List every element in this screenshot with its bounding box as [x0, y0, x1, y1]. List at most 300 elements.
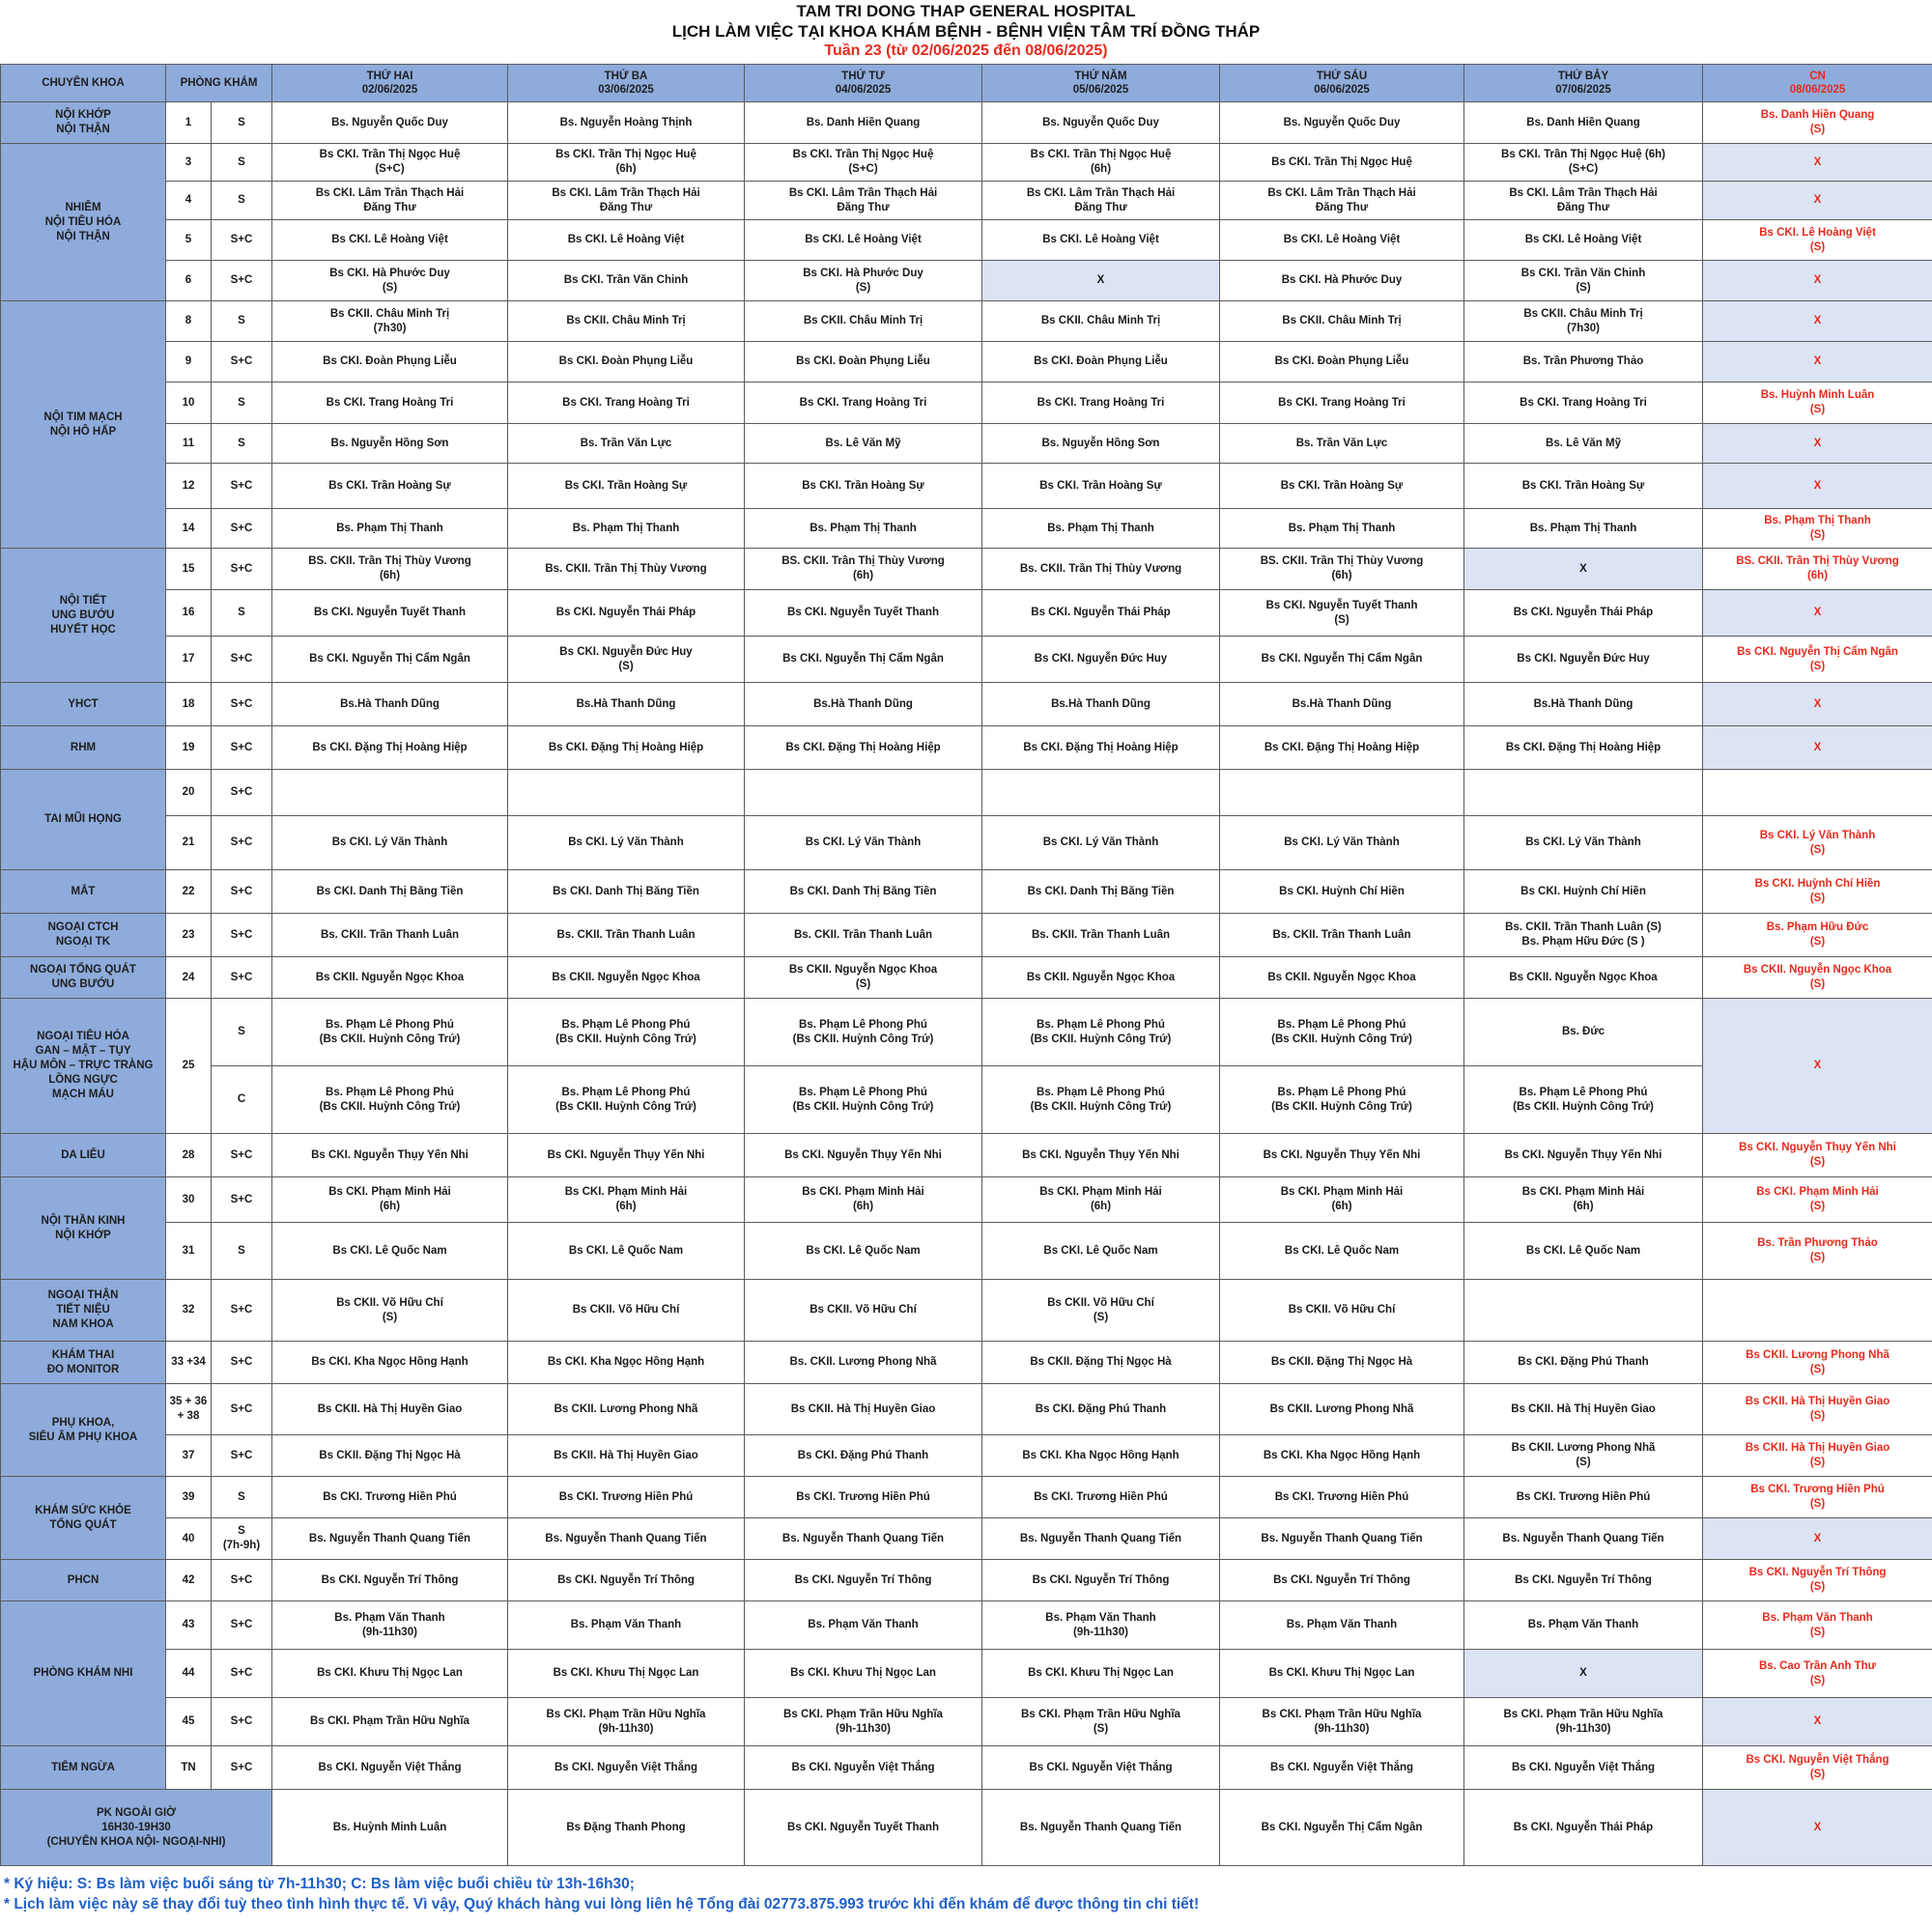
- schedule-cell: Bs CKI. Đặng Thị Hoàng Hiệp: [1220, 726, 1464, 770]
- shift-cell: S+C: [212, 1560, 272, 1601]
- room-cell: 42: [166, 1560, 212, 1601]
- schedule-cell: Bs. Phạm Văn Thanh (S): [1703, 1601, 1932, 1650]
- schedule-cell: Bs CKI. Phạm Trần Hữu Nghĩa (9h-11h30): [1464, 1698, 1703, 1746]
- hospital-name: TAM TRI DONG THAP GENERAL HOSPITAL: [796, 2, 1136, 20]
- schedule-cell: Bs. CKII. Trần Thanh Luân: [982, 914, 1220, 957]
- schedule-cell: Bs CKI. Nguyễn Thái Pháp: [1464, 590, 1703, 637]
- schedule-cell: Bs CKI. Đoàn Phụng Liễu: [982, 342, 1220, 382]
- room-cell: 3: [166, 144, 212, 182]
- schedule-cell: Bs CKI. Nguyễn Trí Thông: [745, 1560, 982, 1601]
- schedule-cell: Bs CKI. Trang Hoàng Tri: [272, 382, 508, 424]
- schedule-cell: Bs CKI. Nguyễn Thái Pháp: [508, 590, 745, 637]
- schedule-cell: Bs. CKII. Trần Thanh Luân: [745, 914, 982, 957]
- schedule-cell: Bs. CKII. Trần Thị Thùy Vương: [508, 549, 745, 590]
- schedule-cell: Bs CKI. Trang Hoàng Tri: [508, 382, 745, 424]
- schedule-cell: Bs CKI. Nguyễn Đức Huy: [982, 637, 1220, 683]
- department-cell: NỘI KHỚP NỘI THẬN: [1, 102, 166, 144]
- schedule-title: LỊCH LÀM VIỆC TẠI KHOA KHÁM BỆNH - BỆNH VIỆN TÂM TRÍ ĐỒNG THÁP: [671, 22, 1261, 41]
- schedule-cell: Bs CKI. Trần Hoàng Sự: [272, 464, 508, 509]
- schedule-cell: Bs. Phạm Lê Phong Phú (Bs CKII. Huỳnh Công Trứ): [272, 1066, 508, 1134]
- schedule-cell: Bs CKI. Nguyễn Tuyết Thanh: [745, 590, 982, 637]
- schedule-cell: Bs. Nguyễn Quốc Duy: [1220, 102, 1464, 144]
- schedule-cell: Bs CKII. Lương Phong Nhã (S): [1703, 1342, 1932, 1384]
- schedule-cell: Bs CKI. Huỳnh Chí Hiền (S): [1703, 870, 1932, 914]
- room-cell: 14: [166, 509, 212, 549]
- room-cell: 39: [166, 1477, 212, 1518]
- schedule-cell: Bs CKI. Nguyễn Thụy Yến Nhi (S): [1703, 1134, 1932, 1177]
- schedule-cell: X: [1703, 301, 1932, 342]
- schedule-cell: Bs CKI. Huỳnh Chí Hiền: [1220, 870, 1464, 914]
- schedule-cell: Bs. Phạm Thị Thanh: [982, 509, 1220, 549]
- table-row: [1, 424, 1932, 464]
- schedule-cell: Bs. CKII. Trần Thanh Luân: [508, 914, 745, 957]
- day-name: THỨ NĂM: [1074, 71, 1127, 82]
- schedule-cell: Bs CKI. Đoàn Phụng Liễu: [272, 342, 508, 382]
- schedule-cell: Bs CKI. Trang Hoàng Tri: [982, 382, 1220, 424]
- schedule-cell: Bs CKI. Đặng Phú Thanh: [982, 1384, 1220, 1435]
- schedule-cell: BS. CKII. Trần Thị Thùy Vương (6h): [1220, 549, 1464, 590]
- table-row: [1, 1177, 1932, 1223]
- department-cell: NGOẠI THẬN TIẾT NIỆU NAM KHOA: [1, 1280, 166, 1342]
- schedule-cell: Bs CKI. Nguyễn Thị Cẩm Ngân: [745, 637, 982, 683]
- schedule-cell: Bs CKI. Nguyễn Thị Cẩm Ngân: [1220, 637, 1464, 683]
- table-row: [1, 342, 1932, 382]
- schedule-cell: Bs CKI. Đặng Thị Hoàng Hiệp: [745, 726, 982, 770]
- room-cell: 30: [166, 1177, 212, 1223]
- schedule-cell: Bs CKI. Trang Hoàng Tri: [1464, 382, 1703, 424]
- schedule-cell: X: [1703, 144, 1932, 182]
- schedule-cell: Bs CKI. Trần Thị Ngọc Huệ (S+C): [272, 144, 508, 182]
- schedule-cell: Bs CKI. Danh Thị Băng Tiền: [982, 870, 1220, 914]
- table-row: [1, 1223, 1932, 1280]
- schedule-cell: Bs. Phạm Thị Thanh (S): [1703, 509, 1932, 549]
- schedule-cell: Bs. Phạm Lê Phong Phú (Bs CKII. Huỳnh Công Trứ): [982, 999, 1220, 1066]
- schedule-cell: Bs. Phạm Thị Thanh: [508, 509, 745, 549]
- schedule-cell: Bs CKI. Phạm Minh Hải (S): [1703, 1177, 1932, 1223]
- schedule-cell: Bs CKI. Trang Hoàng Tri: [745, 382, 982, 424]
- schedule-cell: Bs. Huỳnh Minh Luân: [272, 1790, 508, 1866]
- schedule-cell: Bs CKI. Đặng Thị Hoàng Hiệp: [272, 726, 508, 770]
- schedule-cell: X: [1464, 549, 1703, 590]
- room-cell: 18: [166, 683, 212, 726]
- schedule-cell: [1703, 1280, 1932, 1342]
- day-date: 02/06/2025: [361, 84, 418, 96]
- room-cell: 33 +34: [166, 1342, 212, 1384]
- schedule-cell: Bs. Trần Phương Thảo (S): [1703, 1223, 1932, 1280]
- schedule-cell: X: [1703, 261, 1932, 301]
- day-date: 04/06/2025: [835, 84, 892, 96]
- shift-cell: S: [212, 102, 272, 144]
- department-cell: KHÁM THAI ĐO MONITOR: [1, 1342, 166, 1384]
- schedule-cell: Bs CKI. Lê Hoàng Việt: [508, 220, 745, 261]
- schedule-cell: Bs CKII. Hà Thị Huyền Giao (S): [1703, 1384, 1932, 1435]
- table-row: [1, 549, 1932, 590]
- table-row: [1, 1601, 1932, 1650]
- schedule-cell: Bs. Phạm Thị Thanh: [1464, 509, 1703, 549]
- schedule-cell: Bs CKI. Lý Văn Thành: [272, 816, 508, 870]
- schedule-cell: Bs CKI. Nguyễn Đức Huy: [1464, 637, 1703, 683]
- col-room-header: PHÒNG KHÁM: [166, 65, 272, 102]
- room-cell: 21: [166, 816, 212, 870]
- shift-cell: S: [212, 382, 272, 424]
- schedule-cell: Bs CKII. Châu Minh Trị (7h30): [272, 301, 508, 342]
- schedule-cell: Bs CKI. Phạm Trần Hữu Nghĩa (9h-11h30): [745, 1698, 982, 1746]
- schedule-cell: Bs. Cao Trần Anh Thư (S): [1703, 1650, 1932, 1698]
- schedule-cell: Bs. Danh Hiền Quang: [745, 102, 982, 144]
- schedule-cell: [1220, 770, 1464, 816]
- department-cell: NỘI TIM MẠCH NỘI HÔ HẤP: [1, 301, 166, 549]
- room-cell: 10: [166, 382, 212, 424]
- schedule-cell: Bs CKI. Trương Hiền Phú: [982, 1477, 1220, 1518]
- schedule-cell: Bs CKI. Trần Hoàng Sự: [745, 464, 982, 509]
- day-header-1: [508, 65, 745, 102]
- room-cell: 16: [166, 590, 212, 637]
- schedule-cell: Bs. Đức: [1464, 999, 1703, 1066]
- schedule-cell: Bs CKII. Đặng Thị Ngọc Hà: [1220, 1342, 1464, 1384]
- schedule-cell: Bs. Nguyễn Thanh Quang Tiến: [745, 1518, 982, 1560]
- schedule-cell: Bs CKI. Phạm Trần Hữu Nghĩa: [272, 1698, 508, 1746]
- schedule-cell: Bs. Phạm Lê Phong Phú (Bs CKII. Huỳnh Công Trứ): [745, 1066, 982, 1134]
- table-row: [1, 1066, 1932, 1134]
- schedule-cell: Bs CKII. Võ Hữu Chí (S): [272, 1280, 508, 1342]
- schedule-cell: Bs CKI. Trần Thị Ngọc Huệ: [1220, 144, 1464, 182]
- schedule-cell: Bs CKI. Nguyễn Thị Cẩm Ngân: [1220, 1790, 1464, 1866]
- schedule-cell: BS. CKII. Trần Thị Thùy Vương (6h): [1703, 549, 1932, 590]
- table-row: [1, 1134, 1932, 1177]
- page-header: [0, 0, 1932, 64]
- schedule-cell: [1703, 770, 1932, 816]
- room-cell: 25: [166, 999, 212, 1134]
- schedule-cell: Bs CKII. Võ Hữu Chí: [508, 1280, 745, 1342]
- schedule-cell: Bs. Phạm Lê Phong Phú (Bs CKII. Huỳnh Công Trứ): [508, 999, 745, 1066]
- schedule-cell: Bs. Nguyễn Thanh Quang Tiến: [1464, 1518, 1703, 1560]
- schedule-cell: Bs CKII. Lương Phong Nhã (S): [1464, 1435, 1703, 1477]
- shift-cell: S+C: [212, 770, 272, 816]
- schedule-cell: Bs. Nguyễn Thanh Quang Tiến: [508, 1518, 745, 1560]
- legend-note: * Ký hiệu: S: Bs làm việc buổi sáng từ 7h-11h30; C: Bs làm việc buổi chiều từ 13h-16h30;: [4, 1876, 635, 1892]
- shift-cell: S+C: [212, 1435, 272, 1477]
- department-cell: YHCT: [1, 683, 166, 726]
- schedule-cell: X: [1703, 424, 1932, 464]
- schedule-cell: Bs. Nguyễn Thanh Quang Tiến: [272, 1518, 508, 1560]
- schedule-cell: Bs CKI. Trương Hiền Phú (S): [1703, 1477, 1932, 1518]
- schedule-cell: Bs CKI. Trần Hoàng Sự: [982, 464, 1220, 509]
- schedule-cell: Bs CKII. Hà Thị Huyền Giao: [272, 1384, 508, 1435]
- schedule-cell: Bs CKII. Châu Minh Trị: [982, 301, 1220, 342]
- schedule-cell: Bs CKI. Danh Thị Băng Tiền: [508, 870, 745, 914]
- schedule-cell: Bs. Nguyễn Thanh Quang Tiến: [982, 1518, 1220, 1560]
- schedule-cell: Bs CKI. Lê Quốc Nam: [1464, 1223, 1703, 1280]
- shift-cell: S+C: [212, 1650, 272, 1698]
- schedule-cell: Bs CKI. Trần Hoàng Sự: [1220, 464, 1464, 509]
- department-cell: PHÒNG KHÁM NHI: [1, 1601, 166, 1746]
- schedule-cell: Bs CKI. Lâm Trần Thạch Hải Đăng Thư: [272, 182, 508, 220]
- shift-cell: S+C: [212, 637, 272, 683]
- schedule-cell: Bs. CKII. Trần Thanh Luân: [272, 914, 508, 957]
- schedule-cell: Bs. Phạm Lê Phong Phú (Bs CKII. Huỳnh Công Trứ): [272, 999, 508, 1066]
- schedule-cell: Bs CKI. Khưu Thị Ngọc Lan: [745, 1650, 982, 1698]
- shift-cell: S+C: [212, 1280, 272, 1342]
- day-header-2: [745, 65, 982, 102]
- schedule-cell: Bs CKI. Nguyễn Thụy Yến Nhi: [272, 1134, 508, 1177]
- department-cell: TIÊM NGỪA: [1, 1746, 166, 1790]
- table-row: [1, 1384, 1932, 1435]
- schedule-cell: Bs CKI. Nguyễn Thị Cẩm Ngân (S): [1703, 637, 1932, 683]
- department-cell: DA LIỄU: [1, 1134, 166, 1177]
- schedule-cell: Bs CKI. Trương Hiền Phú: [272, 1477, 508, 1518]
- schedule-cell: Bs. Nguyễn Quốc Duy: [982, 102, 1220, 144]
- schedule-cell: Bs CKII. Nguyễn Ngọc Khoa (S): [745, 957, 982, 999]
- table-row: [1, 144, 1932, 182]
- schedule-cell: [982, 770, 1220, 816]
- col-dept-header: CHUYÊN KHOA: [1, 65, 166, 102]
- schedule-cell: X: [1703, 342, 1932, 382]
- day-name: CN: [1809, 71, 1826, 82]
- schedule-cell: Bs CKI. Nguyễn Việt Thắng: [1220, 1746, 1464, 1790]
- table-row: [1, 1790, 1932, 1866]
- room-cell: 44: [166, 1650, 212, 1698]
- schedule-cell: Bs CKI. Lý Văn Thành (S): [1703, 816, 1932, 870]
- schedule-cell: Bs CKI. Phạm Minh Hải (6h): [1464, 1177, 1703, 1223]
- day-header-4: [1220, 65, 1464, 102]
- table-row: [1, 1698, 1932, 1746]
- shift-cell: S+C: [212, 683, 272, 726]
- schedule-cell: Bs CKII. Châu Minh Trị (7h30): [1464, 301, 1703, 342]
- schedule-cell: Bs CKII. Châu Minh Trị: [508, 301, 745, 342]
- schedule-cell: Bs CKI. Trần Văn Chinh: [508, 261, 745, 301]
- department-cell: NỘI THẦN KINH NỘI KHỚP: [1, 1177, 166, 1280]
- room-cell: 20: [166, 770, 212, 816]
- day-name: THỨ SÁU: [1316, 71, 1368, 82]
- shift-cell: S+C: [212, 914, 272, 957]
- schedule-cell: Bs CKI. Lê Quốc Nam: [982, 1223, 1220, 1280]
- department-cell: NGOẠI TỔNG QUÁT UNG BƯỚU: [1, 957, 166, 999]
- room-cell: 28: [166, 1134, 212, 1177]
- day-name: THỨ BA: [604, 71, 648, 82]
- schedule-cell: Bs CKI. Nguyễn Tuyết Thanh (S): [1220, 590, 1464, 637]
- room-cell: 37: [166, 1435, 212, 1477]
- schedule-cell: Bs.Hà Thanh Dũng: [745, 683, 982, 726]
- schedule-cell: Bs CKI. Lê Quốc Nam: [1220, 1223, 1464, 1280]
- table-row: [1, 382, 1932, 424]
- schedule-cell: Bs CKI. Lý Văn Thành: [508, 816, 745, 870]
- table-row: [1, 1518, 1932, 1560]
- schedule-cell: Bs CKI. Nguyễn Việt Thắng: [982, 1746, 1220, 1790]
- table-row: [1, 102, 1932, 144]
- schedule-cell: Bs CKI. Lâm Trần Thạch Hải Đăng Thư: [1220, 182, 1464, 220]
- schedule-cell: Bs CKII. Lương Phong Nhã: [1220, 1384, 1464, 1435]
- schedule-cell: Bs. Nguyễn Thanh Quang Tiến: [1220, 1518, 1464, 1560]
- schedule-cell: Bs CKI. Đặng Thị Hoàng Hiệp: [982, 726, 1220, 770]
- schedule-cell: Bs CKI. Khưu Thị Ngọc Lan: [1220, 1650, 1464, 1698]
- schedule-cell: Bs. Danh Hiền Quang (S): [1703, 102, 1932, 144]
- schedule-cell: Bs CKII. Đặng Thị Ngọc Hà: [272, 1435, 508, 1477]
- schedule-cell: Bs. Trần Phương Thảo: [1464, 342, 1703, 382]
- schedule-cell: Bs. Phạm Văn Thanh: [1220, 1601, 1464, 1650]
- table-row: [1, 637, 1932, 683]
- shift-cell: S+C: [212, 1134, 272, 1177]
- schedule-cell: Bs CKI. Trang Hoàng Tri: [1220, 382, 1464, 424]
- table-row: [1, 464, 1932, 509]
- schedule-cell: Bs. Nguyễn Quốc Duy: [272, 102, 508, 144]
- table-row: [1, 870, 1932, 914]
- department-cell: RHM: [1, 726, 166, 770]
- schedule-cell: Bs CKI. Trần Hoàng Sự: [508, 464, 745, 509]
- room-cell: 1: [166, 102, 212, 144]
- shift-cell: S+C: [212, 1746, 272, 1790]
- schedule-cell: Bs CKII. Hà Thị Huyền Giao: [745, 1384, 982, 1435]
- schedule-cell: Bs CKI. Huỳnh Chí Hiền: [1464, 870, 1703, 914]
- table-row: [1, 1560, 1932, 1601]
- table-row: [1, 1746, 1932, 1790]
- shift-cell: S+C: [212, 1342, 272, 1384]
- department-cell: PHỤ KHOA, SIÊU ÂM PHỤ KHOA: [1, 1384, 166, 1477]
- schedule-cell: Bs. Phạm Văn Thanh: [745, 1601, 982, 1650]
- schedule-cell: Bs. Phạm Lê Phong Phú (Bs CKII. Huỳnh Công Trứ): [745, 999, 982, 1066]
- schedule-cell: Bs CKI. Lê Quốc Nam: [272, 1223, 508, 1280]
- schedule-cell: Bs Đặng Thanh Phong: [508, 1790, 745, 1866]
- schedule-cell: Bs CKII. Nguyễn Ngọc Khoa: [508, 957, 745, 999]
- schedule-cell: Bs CKII. Hà Thị Huyền Giao: [508, 1435, 745, 1477]
- schedule-cell: Bs CKI. Nguyễn Tuyết Thanh: [272, 590, 508, 637]
- schedule-cell: Bs CKI. Nguyễn Việt Thắng (S): [1703, 1746, 1932, 1790]
- schedule-cell: Bs. CKII. Trần Thị Thùy Vương: [982, 549, 1220, 590]
- schedule-cell: Bs. Trần Văn Lực: [508, 424, 745, 464]
- table-row: [1, 509, 1932, 549]
- schedule-cell: [1464, 1280, 1703, 1342]
- schedule-cell: Bs CKI. Trần Thị Ngọc Huệ (6h): [982, 144, 1220, 182]
- room-cell: 5: [166, 220, 212, 261]
- schedule-cell: Bs CKII. Võ Hữu Chí: [1220, 1280, 1464, 1342]
- schedule-cell: X: [1703, 999, 1932, 1134]
- schedule-cell: Bs. Trần Văn Lực: [1220, 424, 1464, 464]
- table-row: [1, 590, 1932, 637]
- schedule-cell: X: [1464, 1650, 1703, 1698]
- room-cell: 23: [166, 914, 212, 957]
- day-name: THỨ BẢY: [1557, 71, 1609, 82]
- schedule-cell: X: [1703, 1790, 1932, 1866]
- schedule-cell: Bs CKI. Nguyễn Trí Thông: [1220, 1560, 1464, 1601]
- schedule-cell: Bs CKII. Hà Thị Huyền Giao (S): [1703, 1435, 1932, 1477]
- header-row: [1, 65, 1932, 102]
- schedule-cell: Bs CKI. Danh Thị Băng Tiền: [745, 870, 982, 914]
- schedule-cell: Bs CKI. Nguyễn Đức Huy (S): [508, 637, 745, 683]
- schedule-cell: Bs. Nguyễn Thanh Quang Tiến: [982, 1790, 1220, 1866]
- schedule-cell: Bs CKI. Lê Hoàng Việt: [1220, 220, 1464, 261]
- shift-cell: S: [212, 144, 272, 182]
- shift-cell: S: [212, 182, 272, 220]
- schedule-cell: Bs CKII. Châu Minh Trị: [1220, 301, 1464, 342]
- schedule-cell: [1464, 770, 1703, 816]
- schedule-cell: Bs CKI. Trương Hiền Phú: [1464, 1477, 1703, 1518]
- day-date: 03/06/2025: [598, 84, 654, 96]
- table-row: [1, 1342, 1932, 1384]
- schedule-cell: [745, 770, 982, 816]
- shift-cell: S+C: [212, 726, 272, 770]
- shift-cell: S+C: [212, 1384, 272, 1435]
- schedule-cell: Bs CKI. Trương Hiền Phú: [508, 1477, 745, 1518]
- disclaimer-note: * Lịch làm việc này sẽ thay đổi tuỳ theo tình hình thực tế. Vì vậy, Quý khách hàng vui lòng liên hệ Tổng đài 02773.875.993 trước khi đến khám để được thông tin chi tiết!: [4, 1896, 1200, 1912]
- table-row: [1, 999, 1932, 1066]
- schedule-cell: Bs CKI. Danh Thị Băng Tiền: [272, 870, 508, 914]
- table-row: [1, 1435, 1932, 1477]
- department-cell: NGOẠI TIÊU HÓA GAN – MẬT – TỤY HẬU MÔN – TRỰC TRÀNG LỒNG NGỰC MẠCH MÁU: [1, 999, 166, 1134]
- room-cell: 22: [166, 870, 212, 914]
- shift-cell: S: [212, 1223, 272, 1280]
- schedule-cell: Bs.Hà Thanh Dũng: [982, 683, 1220, 726]
- shift-cell: S+C: [212, 342, 272, 382]
- schedule-cell: Bs CKI. Nguyễn Việt Thắng: [1464, 1746, 1703, 1790]
- schedule-cell: Bs CKI. Đoàn Phụng Liễu: [1220, 342, 1464, 382]
- table-row: [1, 957, 1932, 999]
- room-cell: 24: [166, 957, 212, 999]
- schedule-cell: Bs CKII. Nguyễn Ngọc Khoa: [982, 957, 1220, 999]
- schedule-cell: Bs CKII. Nguyễn Ngọc Khoa: [1220, 957, 1464, 999]
- table-row: [1, 1280, 1932, 1342]
- schedule-cell: Bs CKI. Lê Hoàng Việt: [745, 220, 982, 261]
- schedule-cell: Bs CKI. Đặng Phú Thanh: [745, 1435, 982, 1477]
- schedule-cell: Bs CKI. Kha Ngọc Hồng Hạnh: [1220, 1435, 1464, 1477]
- shift-cell: S: [212, 1477, 272, 1518]
- shift-cell: S+C: [212, 1177, 272, 1223]
- department-cell: KHÁM SỨC KHỎE TỔNG QUÁT: [1, 1477, 166, 1560]
- schedule-cell: X: [1703, 683, 1932, 726]
- table-row: [1, 261, 1932, 301]
- schedule-cell: Bs CKI. Nguyễn Trí Thông: [272, 1560, 508, 1601]
- shift-cell: S: [212, 424, 272, 464]
- shift-cell: S+C: [212, 816, 272, 870]
- room-cell: 8: [166, 301, 212, 342]
- schedule-cell: Bs CKI. Nguyễn Thái Pháp: [1464, 1790, 1703, 1866]
- schedule-cell: Bs. Nguyễn Hoàng Thịnh: [508, 102, 745, 144]
- day-date: 07/06/2025: [1555, 84, 1611, 96]
- schedule-cell: Bs CKI. Nguyễn Thái Pháp: [982, 590, 1220, 637]
- schedule-cell: X: [1703, 590, 1932, 637]
- schedule-cell: Bs. Nguyễn Hồng Sơn: [982, 424, 1220, 464]
- schedule-cell: Bs. Lê Văn Mỹ: [1464, 424, 1703, 464]
- day-name: THỨ TƯ: [841, 71, 885, 82]
- schedule-cell: Bs. Huỳnh Minh Luân (S): [1703, 382, 1932, 424]
- day-header-6: [1703, 65, 1932, 102]
- schedule-cell: Bs CKI. Lý Văn Thành: [745, 816, 982, 870]
- schedule-cell: Bs CKI. Nguyễn Tuyết Thanh: [745, 1790, 982, 1866]
- schedule-cell: Bs CKI. Kha Ngọc Hồng Hạnh: [508, 1342, 745, 1384]
- schedule-cell: Bs CKI. Nguyễn Thụy Yến Nhi: [982, 1134, 1220, 1177]
- shift-cell: S+C: [212, 870, 272, 914]
- day-header-3: [982, 65, 1220, 102]
- footer-notes: [4, 1874, 1199, 1914]
- schedule-cell: Bs. Phạm Thị Thanh: [745, 509, 982, 549]
- schedule-cell: Bs CKII. Võ Hữu Chí (S): [982, 1280, 1220, 1342]
- schedule-cell: Bs CKI. Lý Văn Thành: [982, 816, 1220, 870]
- schedule-cell: Bs CKII. Hà Thị Huyền Giao: [1464, 1384, 1703, 1435]
- schedule-cell: Bs. CKII. Trần Thanh Luân (S) Bs. Phạm Hữu Đức (S ): [1464, 914, 1703, 957]
- shift-cell: S: [212, 999, 272, 1066]
- room-cell: 9: [166, 342, 212, 382]
- shift-cell: S (7h-9h): [212, 1518, 272, 1560]
- room-cell: 45: [166, 1698, 212, 1746]
- day-name: THỨ HAI: [366, 71, 413, 82]
- schedule-cell: Bs. Danh Hiền Quang: [1464, 102, 1703, 144]
- schedule-cell: Bs CKI. Khưu Thị Ngọc Lan: [272, 1650, 508, 1698]
- schedule-cell: Bs CKI. Nguyễn Việt Thắng: [272, 1746, 508, 1790]
- table-row: [1, 726, 1932, 770]
- schedule-cell: Bs CKI. Trần Hoàng Sự: [1464, 464, 1703, 509]
- schedule-cell: Bs. Nguyễn Hồng Sơn: [272, 424, 508, 464]
- room-cell: 17: [166, 637, 212, 683]
- room-cell: 40: [166, 1518, 212, 1560]
- schedule-cell: X: [1703, 726, 1932, 770]
